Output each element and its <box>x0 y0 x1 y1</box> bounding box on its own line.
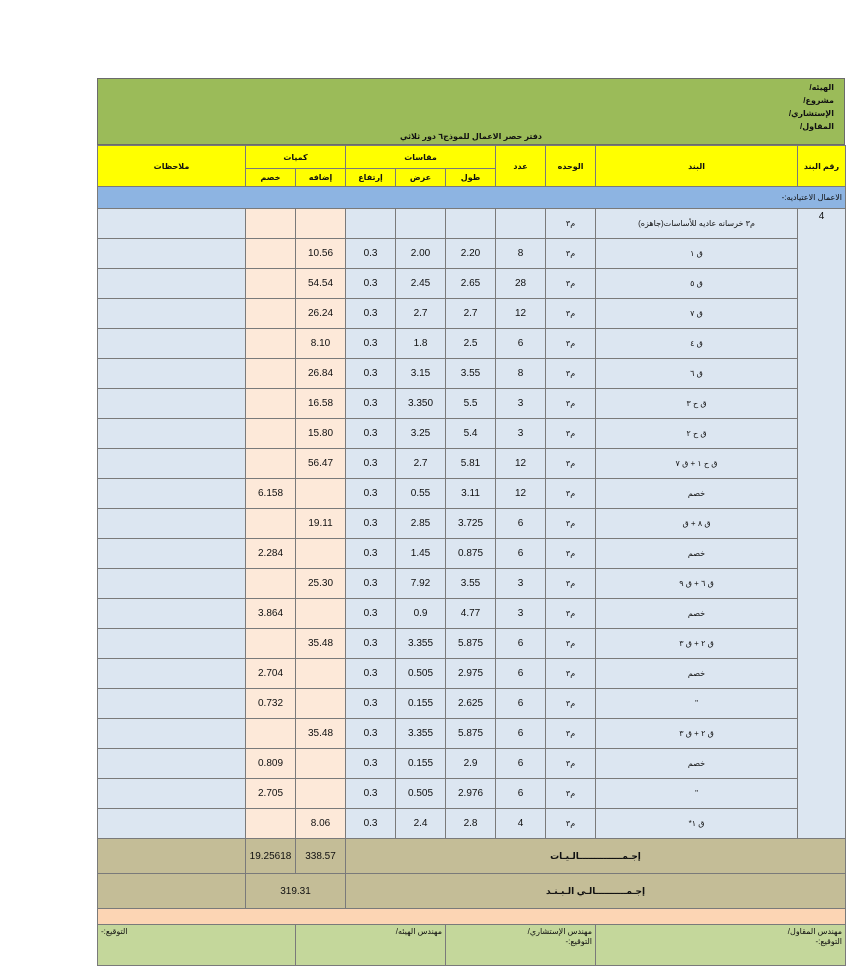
cell-height: 0.3 <box>346 359 396 389</box>
cell-length: 2.7 <box>446 299 496 329</box>
cell-height: 0.3 <box>346 659 396 689</box>
table-row <box>98 809 846 839</box>
cell-deduction: 2.704 <box>246 659 296 689</box>
cell-count: 12 <box>496 479 546 509</box>
cell-height: 0.3 <box>346 299 396 329</box>
cell-count: 4 <box>496 809 546 839</box>
cell-length: 2.65 <box>446 269 496 299</box>
cell-height: 0.3 <box>346 329 396 359</box>
cell-item-desc: ق ٤ <box>596 329 798 359</box>
cell-height: 0.3 <box>346 719 396 749</box>
cell-unit: م٣ <box>546 779 596 809</box>
cell-deduction <box>246 449 296 479</box>
cell-unit: م٣ <box>546 449 596 479</box>
cell-width: 2.00 <box>396 239 446 269</box>
table-row <box>98 719 846 749</box>
cell-unit: م٣ <box>546 419 596 449</box>
cell-count: 6 <box>496 689 546 719</box>
cell-deduction <box>246 209 296 239</box>
table-row <box>98 689 846 719</box>
table-row <box>98 659 846 689</box>
cell-unit: م٣ <box>546 359 596 389</box>
cell-deduction <box>246 569 296 599</box>
cell-count: 8 <box>496 239 546 269</box>
consultant-signature <box>446 925 596 966</box>
cell-unit: م٣ <box>546 629 596 659</box>
cell-item-desc: م٣ خرسانه عاديه للأساسات(جاهزه) <box>596 209 798 239</box>
cell-length: 3.11 <box>446 479 496 509</box>
cell-item-desc: " <box>596 779 798 809</box>
cell-height: 0.3 <box>346 779 396 809</box>
cell-item-desc: خصم <box>596 539 798 569</box>
cell-addition <box>296 689 346 719</box>
cell-notes <box>98 329 246 359</box>
quantities-table <box>97 145 846 966</box>
cell-length: 0.875 <box>446 539 496 569</box>
totals-addition: 338.57 <box>296 839 346 874</box>
table-row <box>98 329 846 359</box>
table-row <box>98 449 846 479</box>
cell-length: 2.975 <box>446 659 496 689</box>
section-label: الاعمال الاعتياديه:- <box>98 187 846 209</box>
sheet-title: دفتر حصر الاعمال للموذج٦ دور ثلاثي <box>399 132 543 141</box>
cell-count: 6 <box>496 719 546 749</box>
cell-count: 6 <box>496 329 546 359</box>
cell-unit: م٣ <box>546 269 596 299</box>
cell-notes <box>98 239 246 269</box>
cell-unit: م٣ <box>546 329 596 359</box>
cell-addition: 19.11 <box>296 509 346 539</box>
cell-deduction <box>246 299 296 329</box>
cell-deduction: 6.158 <box>246 479 296 509</box>
cell-count: 28 <box>496 269 546 299</box>
col-length: طول <box>446 169 496 187</box>
cell-count: 3 <box>496 389 546 419</box>
table-row <box>98 269 846 299</box>
cell-item-desc: ق ١ <box>596 239 798 269</box>
cell-unit: م٣ <box>546 719 596 749</box>
cell-width: 0.9 <box>396 599 446 629</box>
cell-addition: 26.24 <box>296 299 346 329</box>
cell-length: 3.55 <box>446 359 496 389</box>
cell-item-desc: ق ٦ <box>596 359 798 389</box>
sheet-header <box>97 78 845 145</box>
cell-height <box>346 209 396 239</box>
cell-item-desc: ق ٥ <box>596 269 798 299</box>
cell-length <box>446 209 496 239</box>
cell-notes <box>98 779 246 809</box>
cell-length: 5.5 <box>446 389 496 419</box>
cell-deduction: 0.809 <box>246 749 296 779</box>
cell-unit: م٣ <box>546 539 596 569</box>
col-unit: الوحده <box>546 146 596 187</box>
cell-notes <box>98 599 246 629</box>
cell-item-desc: ق ح ٢ <box>596 419 798 449</box>
cell-width: 1.8 <box>396 329 446 359</box>
col-quantities: كميات <box>246 146 346 169</box>
authority-sign: التوقيع:- <box>98 925 296 966</box>
item-total-value: 319.31 <box>246 874 346 909</box>
cell-count: 6 <box>496 539 546 569</box>
cell-addition: 10.56 <box>296 239 346 269</box>
cell-count: 3 <box>496 419 546 449</box>
col-deduction: خصم <box>246 169 296 187</box>
cell-item-desc: ق ٧ <box>596 299 798 329</box>
cell-unit: م٣ <box>546 389 596 419</box>
cell-item-desc: خصم <box>596 479 798 509</box>
contractor-engineer: مهندس المقاول/ <box>787 927 843 936</box>
table-row <box>98 779 846 809</box>
cell-addition <box>296 539 346 569</box>
cell-count: 3 <box>496 569 546 599</box>
cell-height: 0.3 <box>346 509 396 539</box>
table-row <box>98 299 846 329</box>
cell-notes <box>98 359 246 389</box>
cell-unit: م٣ <box>546 809 596 839</box>
cell-deduction <box>246 329 296 359</box>
table-row <box>98 419 846 449</box>
cell-width: 3.15 <box>396 359 446 389</box>
cell-unit: م٣ <box>546 689 596 719</box>
cell-width: 3.25 <box>396 419 446 449</box>
cell-width: 0.155 <box>396 749 446 779</box>
cell-height: 0.3 <box>346 419 396 449</box>
cell-width: 2.4 <box>396 809 446 839</box>
cell-count: 12 <box>496 299 546 329</box>
cell-width: 3.355 <box>396 719 446 749</box>
cell-addition: 54.54 <box>296 269 346 299</box>
boq-sheet <box>97 78 845 966</box>
cell-notes <box>98 749 246 779</box>
cell-notes <box>98 539 246 569</box>
cell-width: 0.155 <box>396 689 446 719</box>
cell-item-desc: ق ح ١ + ق ٧ <box>596 449 798 479</box>
cell-item-desc: خصم <box>596 659 798 689</box>
cell-length: 5.875 <box>446 629 496 659</box>
cell-length: 2.5 <box>446 329 496 359</box>
item-total-label: إجـمــــــــــالـي الـبـنـد <box>346 874 846 909</box>
cell-notes <box>98 719 246 749</box>
cell-deduction <box>246 419 296 449</box>
cell-unit: م٣ <box>546 749 596 779</box>
totals-deduction: 19.25618 <box>246 839 296 874</box>
cell-length: 4.77 <box>446 599 496 629</box>
cell-length: 2.976 <box>446 779 496 809</box>
contractor-sign: التوقيع:- <box>815 937 843 946</box>
cell-count <box>496 209 546 239</box>
cell-item-desc: ق ٨ + ق <box>596 509 798 539</box>
cell-addition <box>296 749 346 779</box>
col-notes: ملاحظات <box>98 146 246 187</box>
cell-addition <box>296 779 346 809</box>
cell-length: 2.9 <box>446 749 496 779</box>
col-addition: إضافه <box>296 169 346 187</box>
cell-addition: 8.10 <box>296 329 346 359</box>
cell-height: 0.3 <box>346 569 396 599</box>
cell-deduction <box>246 809 296 839</box>
col-count: عدد <box>496 146 546 187</box>
party-authority: الهيئه/ <box>809 83 834 92</box>
table-row <box>98 749 846 779</box>
cell-count: 3 <box>496 599 546 629</box>
cell-item-desc: ق ١* <box>596 809 798 839</box>
cell-addition: 16.58 <box>296 389 346 419</box>
cell-length: 2.20 <box>446 239 496 269</box>
cell-deduction <box>246 359 296 389</box>
cell-notes <box>98 809 246 839</box>
cell-length: 5.4 <box>446 419 496 449</box>
cell-unit: م٣ <box>546 599 596 629</box>
cell-notes <box>98 569 246 599</box>
cell-height: 0.3 <box>346 389 396 419</box>
cell-width: 2.7 <box>396 449 446 479</box>
cell-height: 0.3 <box>346 239 396 269</box>
cell-item-desc: " <box>596 689 798 719</box>
cell-width: 1.45 <box>396 539 446 569</box>
cell-addition <box>296 659 346 689</box>
cell-addition: 25.30 <box>296 569 346 599</box>
cell-addition: 35.48 <box>296 629 346 659</box>
cell-height: 0.3 <box>346 269 396 299</box>
cell-width <box>396 209 446 239</box>
party-consultant: الإستشاري/ <box>788 109 834 118</box>
item-number: 4 <box>798 209 846 839</box>
cell-item-desc: ق ٢ + ق ٣ <box>596 719 798 749</box>
cell-length: 2.8 <box>446 809 496 839</box>
cell-unit: م٣ <box>546 299 596 329</box>
authority-engineer: مهندس الهيئه/ <box>296 925 446 966</box>
cell-notes <box>98 389 246 419</box>
cell-deduction <box>246 629 296 659</box>
cell-unit: م٣ <box>546 659 596 689</box>
table-row <box>98 239 846 269</box>
col-item-no: رقم البند <box>798 146 846 187</box>
cell-deduction <box>246 509 296 539</box>
cell-count: 12 <box>496 449 546 479</box>
cell-deduction: 0.732 <box>246 689 296 719</box>
party-project: مشروع/ <box>803 96 834 105</box>
cell-width: 2.85 <box>396 509 446 539</box>
cell-deduction <box>246 239 296 269</box>
cell-deduction <box>246 719 296 749</box>
cell-width: 2.7 <box>396 299 446 329</box>
table-row <box>98 509 846 539</box>
cell-notes <box>98 299 246 329</box>
col-item: البند <box>596 146 798 187</box>
cell-addition: 8.06 <box>296 809 346 839</box>
table-row <box>98 569 846 599</box>
cell-addition <box>296 599 346 629</box>
cell-item-desc: خصم <box>596 599 798 629</box>
cell-addition: 56.47 <box>296 449 346 479</box>
cell-item-desc: ق ٦ + ق ٩ <box>596 569 798 599</box>
cell-deduction <box>246 389 296 419</box>
cell-width: 0.505 <box>396 779 446 809</box>
cell-height: 0.3 <box>346 749 396 779</box>
cell-count: 6 <box>496 749 546 779</box>
col-height: إرتفاع <box>346 169 396 187</box>
cell-notes <box>98 209 246 239</box>
cell-item-desc: خصم <box>596 749 798 779</box>
consultant-engineer: مهندس الإستشاري/ <box>527 927 593 936</box>
totals-label: إجـمــــــــــــــالـيـات <box>346 839 846 874</box>
cell-unit: م٣ <box>546 479 596 509</box>
cell-item-desc: ق ح ٣ <box>596 389 798 419</box>
consultant-sign: التوقيع:- <box>565 937 593 946</box>
cell-height: 0.3 <box>346 599 396 629</box>
cell-height: 0.3 <box>346 809 396 839</box>
cell-addition <box>296 479 346 509</box>
cell-notes <box>98 629 246 659</box>
cell-notes <box>98 509 246 539</box>
cell-length: 5.81 <box>446 449 496 479</box>
cell-addition: 15.80 <box>296 419 346 449</box>
party-contractor: المقاول/ <box>799 122 834 131</box>
cell-count: 6 <box>496 779 546 809</box>
cell-height: 0.3 <box>346 449 396 479</box>
cell-notes <box>98 269 246 299</box>
cell-notes <box>98 479 246 509</box>
cell-notes <box>98 689 246 719</box>
table-row <box>98 629 846 659</box>
cell-width: 3.350 <box>396 389 446 419</box>
item-total-notes <box>98 874 246 909</box>
cell-unit: م٣ <box>546 209 596 239</box>
project-parties <box>774 81 834 133</box>
totals-notes <box>98 839 246 874</box>
cell-deduction: 2.284 <box>246 539 296 569</box>
cell-count: 6 <box>496 659 546 689</box>
table-row <box>98 389 846 419</box>
contractor-signature <box>596 925 846 966</box>
cell-height: 0.3 <box>346 629 396 659</box>
cell-width: 2.45 <box>396 269 446 299</box>
table-row <box>98 209 846 239</box>
cell-length: 3.55 <box>446 569 496 599</box>
cell-width: 7.92 <box>396 569 446 599</box>
cell-count: 6 <box>496 629 546 659</box>
cell-width: 3.355 <box>396 629 446 659</box>
cell-addition: 26.84 <box>296 359 346 389</box>
cell-length: 5.875 <box>446 719 496 749</box>
table-row <box>98 359 846 389</box>
table-row <box>98 599 846 629</box>
col-dims: مقاسات <box>346 146 496 169</box>
cell-height: 0.3 <box>346 539 396 569</box>
cell-item-desc: ق ٢ + ق ٣ <box>596 629 798 659</box>
cell-notes <box>98 419 246 449</box>
cell-deduction: 2.705 <box>246 779 296 809</box>
cell-length: 3.725 <box>446 509 496 539</box>
cell-count: 8 <box>496 359 546 389</box>
cell-height: 0.3 <box>346 689 396 719</box>
cell-unit: م٣ <box>546 509 596 539</box>
cell-deduction <box>246 269 296 299</box>
cell-width: 0.505 <box>396 659 446 689</box>
cell-unit: م٣ <box>546 569 596 599</box>
cell-unit: م٣ <box>546 239 596 269</box>
cell-notes <box>98 659 246 689</box>
table-row <box>98 539 846 569</box>
cell-addition <box>296 209 346 239</box>
cell-count: 6 <box>496 509 546 539</box>
cell-notes <box>98 449 246 479</box>
cell-width: 0.55 <box>396 479 446 509</box>
cell-height: 0.3 <box>346 479 396 509</box>
cell-length: 2.625 <box>446 689 496 719</box>
cell-deduction: 3.864 <box>246 599 296 629</box>
table-row <box>98 479 846 509</box>
col-width: عرض <box>396 169 446 187</box>
cell-addition: 35.48 <box>296 719 346 749</box>
spacer-row <box>98 909 846 925</box>
